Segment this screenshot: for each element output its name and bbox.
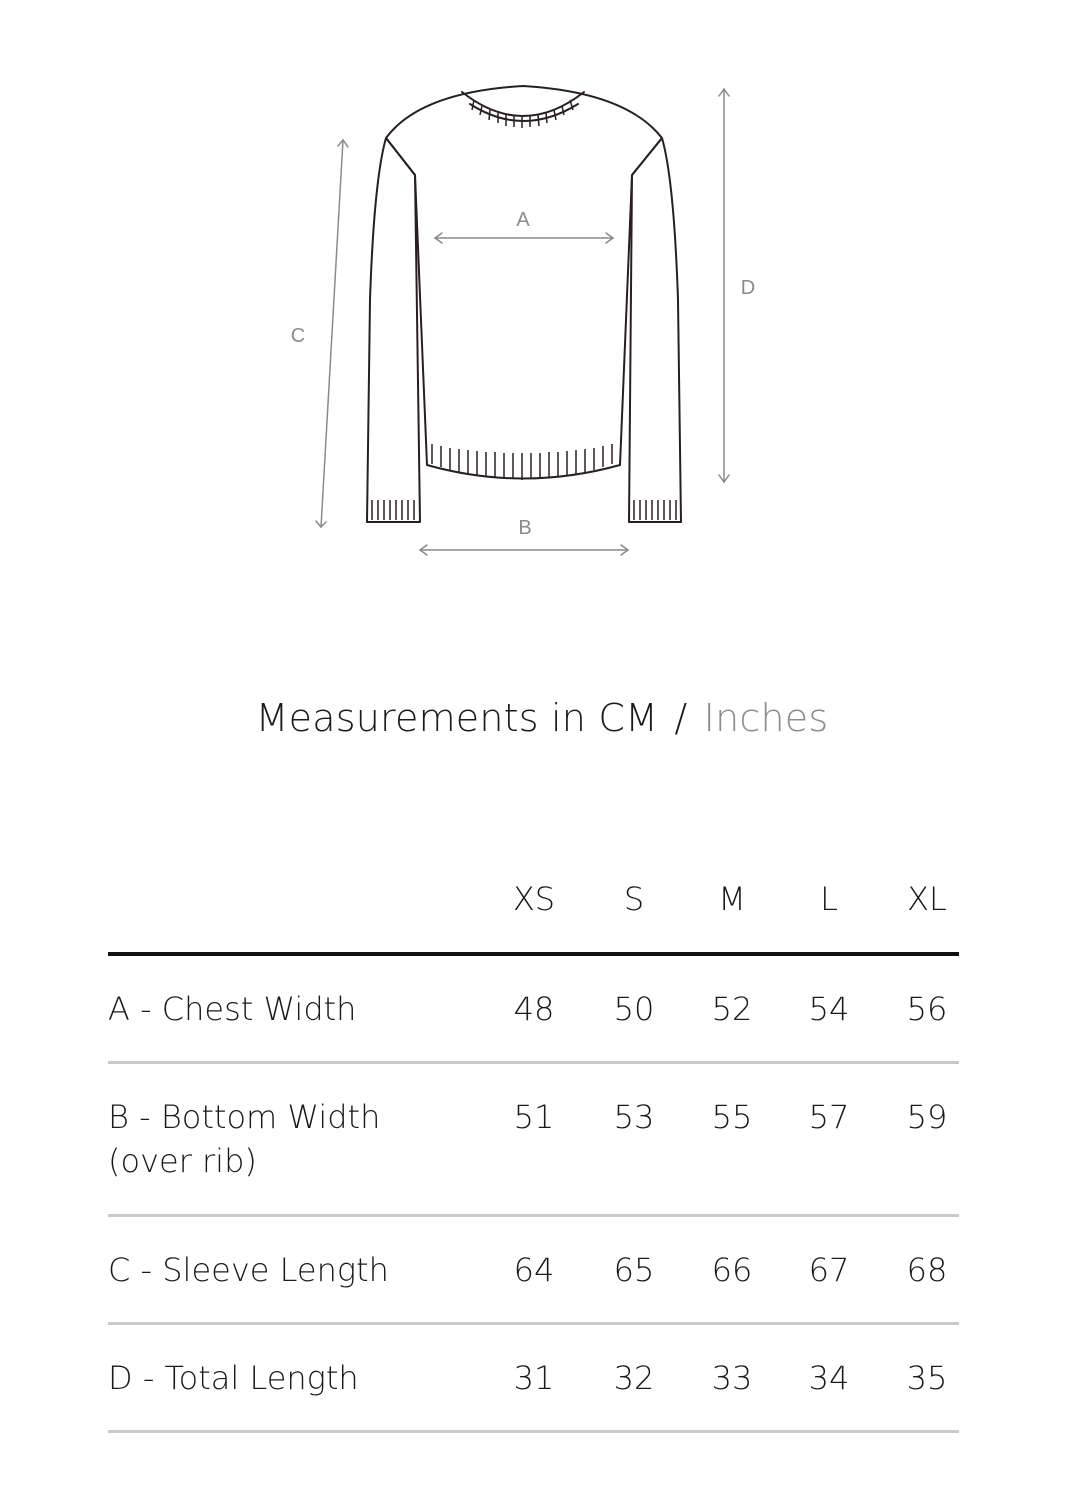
row-label-sleeve-length: C - Sleeve Length: [108, 1251, 389, 1289]
row-divider: [108, 1061, 959, 1064]
cell-total-xl: 35: [906, 1359, 948, 1397]
cell-bottom-xl: 59: [906, 1098, 948, 1136]
cell-bottom-l: 57: [808, 1098, 850, 1136]
size-l: L: [820, 880, 838, 918]
size-s: S: [623, 880, 645, 918]
row-label-chest-width: A - Chest Width: [108, 990, 357, 1028]
units-prefix: Measurements in: [255, 696, 587, 740]
cell-chest-l: 54: [808, 990, 850, 1028]
cell-sleeve-m: 66: [711, 1251, 753, 1289]
cell-total-s: 32: [613, 1359, 655, 1397]
size-m: M: [718, 880, 746, 918]
sweater-diagram: [0, 0, 1084, 620]
row-label-bottom-width-note: (over rib): [108, 1142, 257, 1180]
cell-total-xs: 31: [513, 1359, 555, 1397]
cell-chest-xs: 48: [513, 990, 555, 1028]
header-divider: [108, 952, 959, 956]
size-xs: XS: [512, 880, 556, 918]
cell-total-m: 33: [711, 1359, 753, 1397]
row-divider: [108, 1430, 959, 1433]
unit-toggle: [0, 696, 1084, 740]
cell-chest-m: 52: [711, 990, 753, 1028]
sweater-outline: [367, 86, 681, 522]
cell-chest-s: 50: [613, 990, 655, 1028]
cell-sleeve-s: 65: [613, 1251, 655, 1289]
label-c: C: [290, 325, 306, 347]
cell-sleeve-xl: 68: [906, 1251, 948, 1289]
cell-total-l: 34: [808, 1359, 850, 1397]
row-divider: [108, 1322, 959, 1325]
unit-separator: /: [674, 696, 688, 740]
unit-inches-option[interactable]: Inches: [703, 696, 829, 740]
cell-sleeve-l: 67: [808, 1251, 850, 1289]
size-xl: XL: [907, 880, 947, 918]
cell-bottom-m: 55: [711, 1098, 753, 1136]
cell-bottom-xs: 51: [513, 1098, 555, 1136]
label-d: D: [740, 277, 756, 299]
row-label-bottom-width: B - Bottom Width: [108, 1098, 381, 1136]
cell-bottom-s: 53: [613, 1098, 655, 1136]
unit-cm-option[interactable]: CM: [598, 696, 659, 740]
row-divider: [108, 1214, 959, 1217]
cell-sleeve-xs: 64: [513, 1251, 555, 1289]
row-label-total-length: D - Total Length: [108, 1359, 359, 1397]
size-header-row: [0, 880, 1084, 924]
cell-chest-xl: 56: [906, 990, 948, 1028]
label-a: A: [516, 209, 530, 231]
label-b: B: [518, 517, 532, 539]
